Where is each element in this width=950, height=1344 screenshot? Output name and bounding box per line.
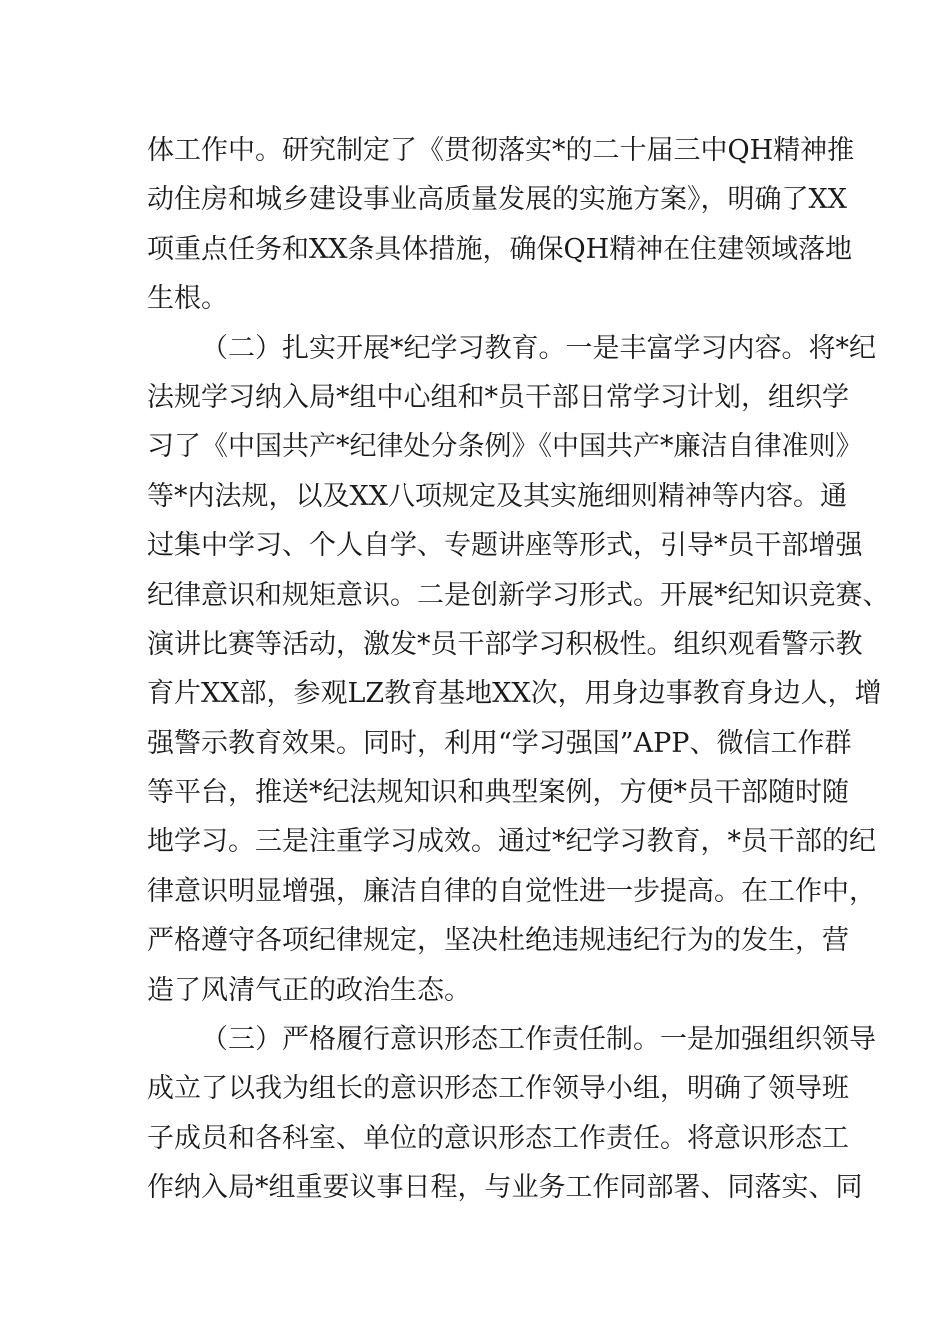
text-line: 法规学习纳入局*组中心组和*员干部日常学习计划，组织学: [147, 381, 849, 413]
text-line: 作纳入局*组重要议事日程，与业务工作同部署、同落实、同: [147, 1172, 863, 1204]
text-line: 项重点任务和XX条具体措施，确保QH精神在住建领域落地: [147, 233, 853, 265]
document-body: [147, 126, 890, 1213]
text-line: 律意识明显增强，廉洁自律的自觉性进一步提高。在工作中，: [147, 875, 876, 907]
text-line: 生根。: [147, 283, 228, 315]
text-line: 地学习。三是注重学习成效。通过*纪学习教育，*员干部的纪: [147, 826, 876, 858]
text-line: 等平台，推送*纪法规知识和典型案例，方便*员干部随时随: [147, 777, 849, 809]
text-line: 动住房和城乡建设事业高质量发展的实施方案》，明确了XX: [147, 184, 847, 216]
text-line: 成立了以我为组长的意识形态工作领导小组，明确了领导班: [147, 1073, 849, 1105]
text-line: 体工作中。研究制定了《贯彻落实*的二十届三中QH精神推: [147, 135, 855, 166]
text-line: 习了《中国共产*纪律处分条例》《中国共产*廉洁自律准则》: [147, 431, 863, 463]
text-line: 纪律意识和规矩意识。二是创新学习形式。开展*纪知识竞赛、: [147, 579, 890, 611]
text-line: 育片XX部，参观LZ教育基地XX次，用身边事教育身边人，增: [147, 678, 882, 710]
text-line: 子成员和各科室、单位的意识形态工作责任。将意识形态工: [147, 1122, 849, 1154]
section-heading-line: （二）扎实开展*纪学习教育。一是丰富学习内容。将*纪: [201, 332, 876, 364]
text-line: 造了风清气正的政治生态。: [147, 974, 471, 1006]
text-line: 等*内法规，以及XX八项规定及其实施细则精神等内容。通: [147, 480, 847, 512]
text-line: 过集中学习、个人自学、专题讲座等形式，引导*员干部增强: [147, 530, 863, 562]
section-heading-line: （三）严格履行意识形态工作责任制。一是加强组织领导: [201, 1024, 876, 1056]
text-line: 演讲比赛等活动，激发*员干部学习积极性。组织观看警示教: [147, 628, 863, 660]
text-line: 严格遵守各项纪律规定，坚决杜绝违规违纪行为的发生，营: [147, 925, 849, 957]
text-line: 强警示教育效果。同时，利用“学习强国”APP、微信工作群: [147, 727, 852, 759]
